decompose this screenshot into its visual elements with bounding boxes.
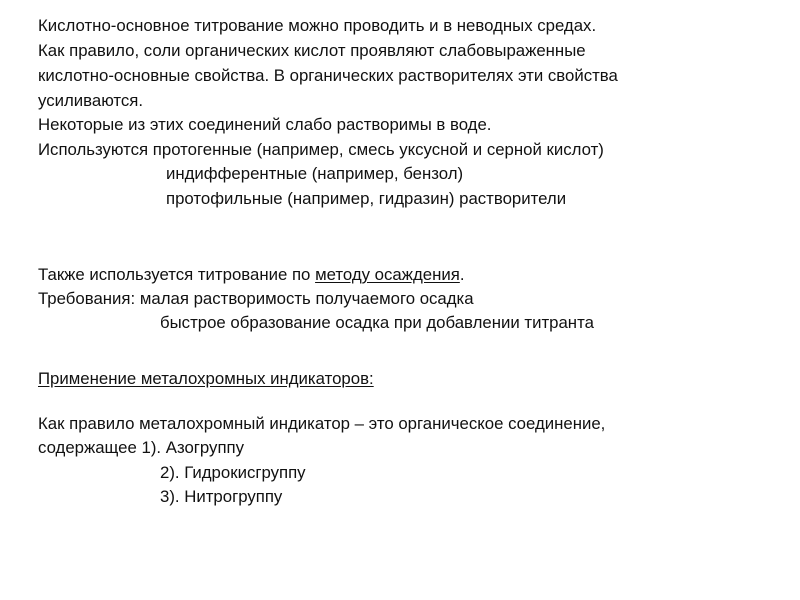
precipitation-suffix: . <box>459 265 465 284</box>
indicator-line-3: 2). Гидрокисгруппу <box>160 463 306 482</box>
text-line-3: кислотно-основные свойства. В органических растворителях эти свойства <box>38 66 618 85</box>
requirements-line: Требования: малая растворимость получаемого осадка <box>38 289 474 308</box>
precipitation-line <box>38 264 465 286</box>
precipitation-prefix: Также используется титрование по <box>38 265 316 284</box>
text-line-7: индифферентные (например, бензол) <box>166 164 464 183</box>
precipitation-method-link: методу осаждения <box>315 265 460 284</box>
text-line-5: Некоторые из этих соединений слабо растворимы в воде. <box>38 115 492 134</box>
text-line-8: протофильные (например, гидразин) растворители <box>166 189 567 208</box>
text-line-4: усиливаются. <box>38 91 144 110</box>
text-line-1: Кислотно-основное титрование можно проводить и в неводных средах. <box>38 16 597 35</box>
indicator-line-1: Как правило металохромный индикатор – это органическое соединение, <box>38 414 606 433</box>
indicators-heading: Применение металохромных индикаторов: <box>38 369 374 388</box>
requirements-line-2: быстрое образование осадка при добавлении титранта <box>160 313 594 332</box>
text-line-2: Как правило, соли органических кислот проявляют слабовыраженные <box>38 41 586 60</box>
text-line-6: Используются протогенные (например, смесь уксусной и серной кислот) <box>38 140 604 159</box>
indicator-line-2: содержащее 1). Азогруппу <box>38 438 245 457</box>
indicator-line-4: 3). Нитрогруппу <box>160 487 283 506</box>
